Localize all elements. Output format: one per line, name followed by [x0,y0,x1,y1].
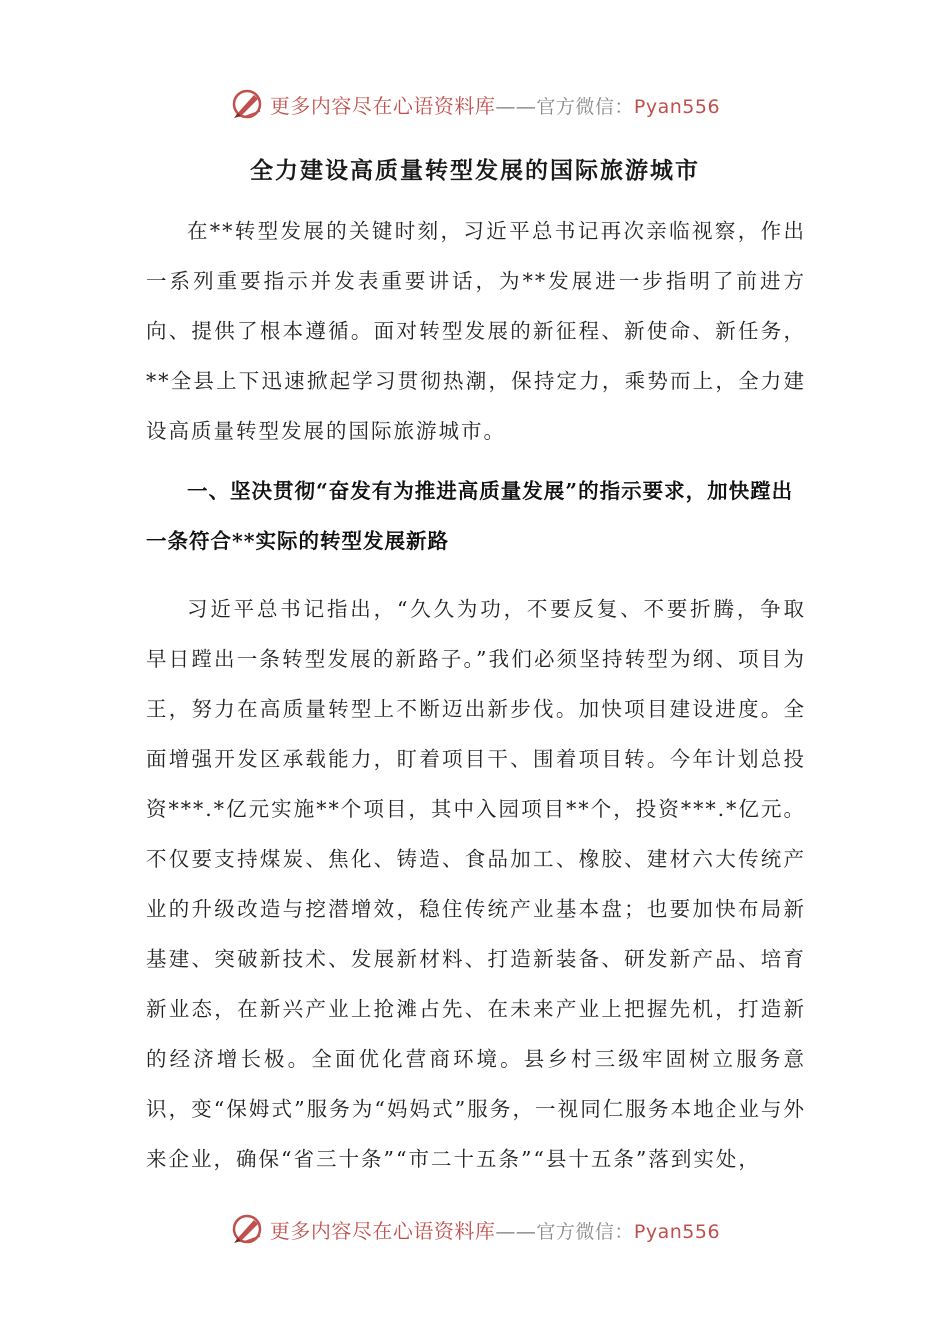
watermark-banner-top [0,84,950,124]
watermark-text: 更多内容尽在心语资料库——官方微信：Pyan556 [269,1218,721,1243]
paragraph-intro: 在**转型发展的关键时刻，习近平总书记再次亲临视察，作出一系列重要指示并发表重要讲话，为**发展进一步指明了前进方向、提供了根本遵循。面对转型发展的新征程、新使命、新任务，**全县上下迅速掀起学习贯彻热潮，保持定力，乘势而上，全力建设高质量转型发展的国际旅游城市。 [146,219,806,443]
document-title: 全力建设高质量转型发展的国际旅游城市 [250,157,700,184]
watermark-banner-bottom [0,1209,950,1249]
paragraph-section-1: 习近平总书记指出，“久久为功，不要反复、不要折腾，争取早日蹚出一条转型发展的新路子。”我们必须坚持转型为纲、项目为王，努力在高质量转型上不断迈出新步伐。加快项目建设进度。全面增强开发区承载能力，盯着项目干、围着项目转。今年计划总投资***.*亿元实施**个项目，其中入园项目**个，投资***.*亿元。不仅要支持煤炭、焦化、铸造、食品加工、橡胶、建材六大传统产业的升级改造与挖潜增效，稳住传统产业基本盘；也要加快布局新基建、突破新技术、发展新材料、打造新装备、研发新产品、培育新业态，在新兴产业上抢滩占先、在未来产业上把握先机，打造新的经济增长极。全面优化营商环境。县乡村三级牢固树立服务意识，变“保姆式”服务为“妈妈式”服务，一视同仁服务本地企业与外来企业，确保“省三十条”“市二十五条”“县十五条”落到实处， [146,597,806,1171]
pen-logo-icon [230,1212,264,1246]
section-heading-1: 一、坚决贯彻“奋发有为推进高质量发展”的指示要求，加快蹚出一条符合**实际的转型发展新路 [146,479,794,553]
pen-logo-icon [230,87,264,121]
document-body [146,206,806,1184]
watermark-text: 更多内容尽在心语资料库——官方微信：Pyan556 [269,93,721,118]
